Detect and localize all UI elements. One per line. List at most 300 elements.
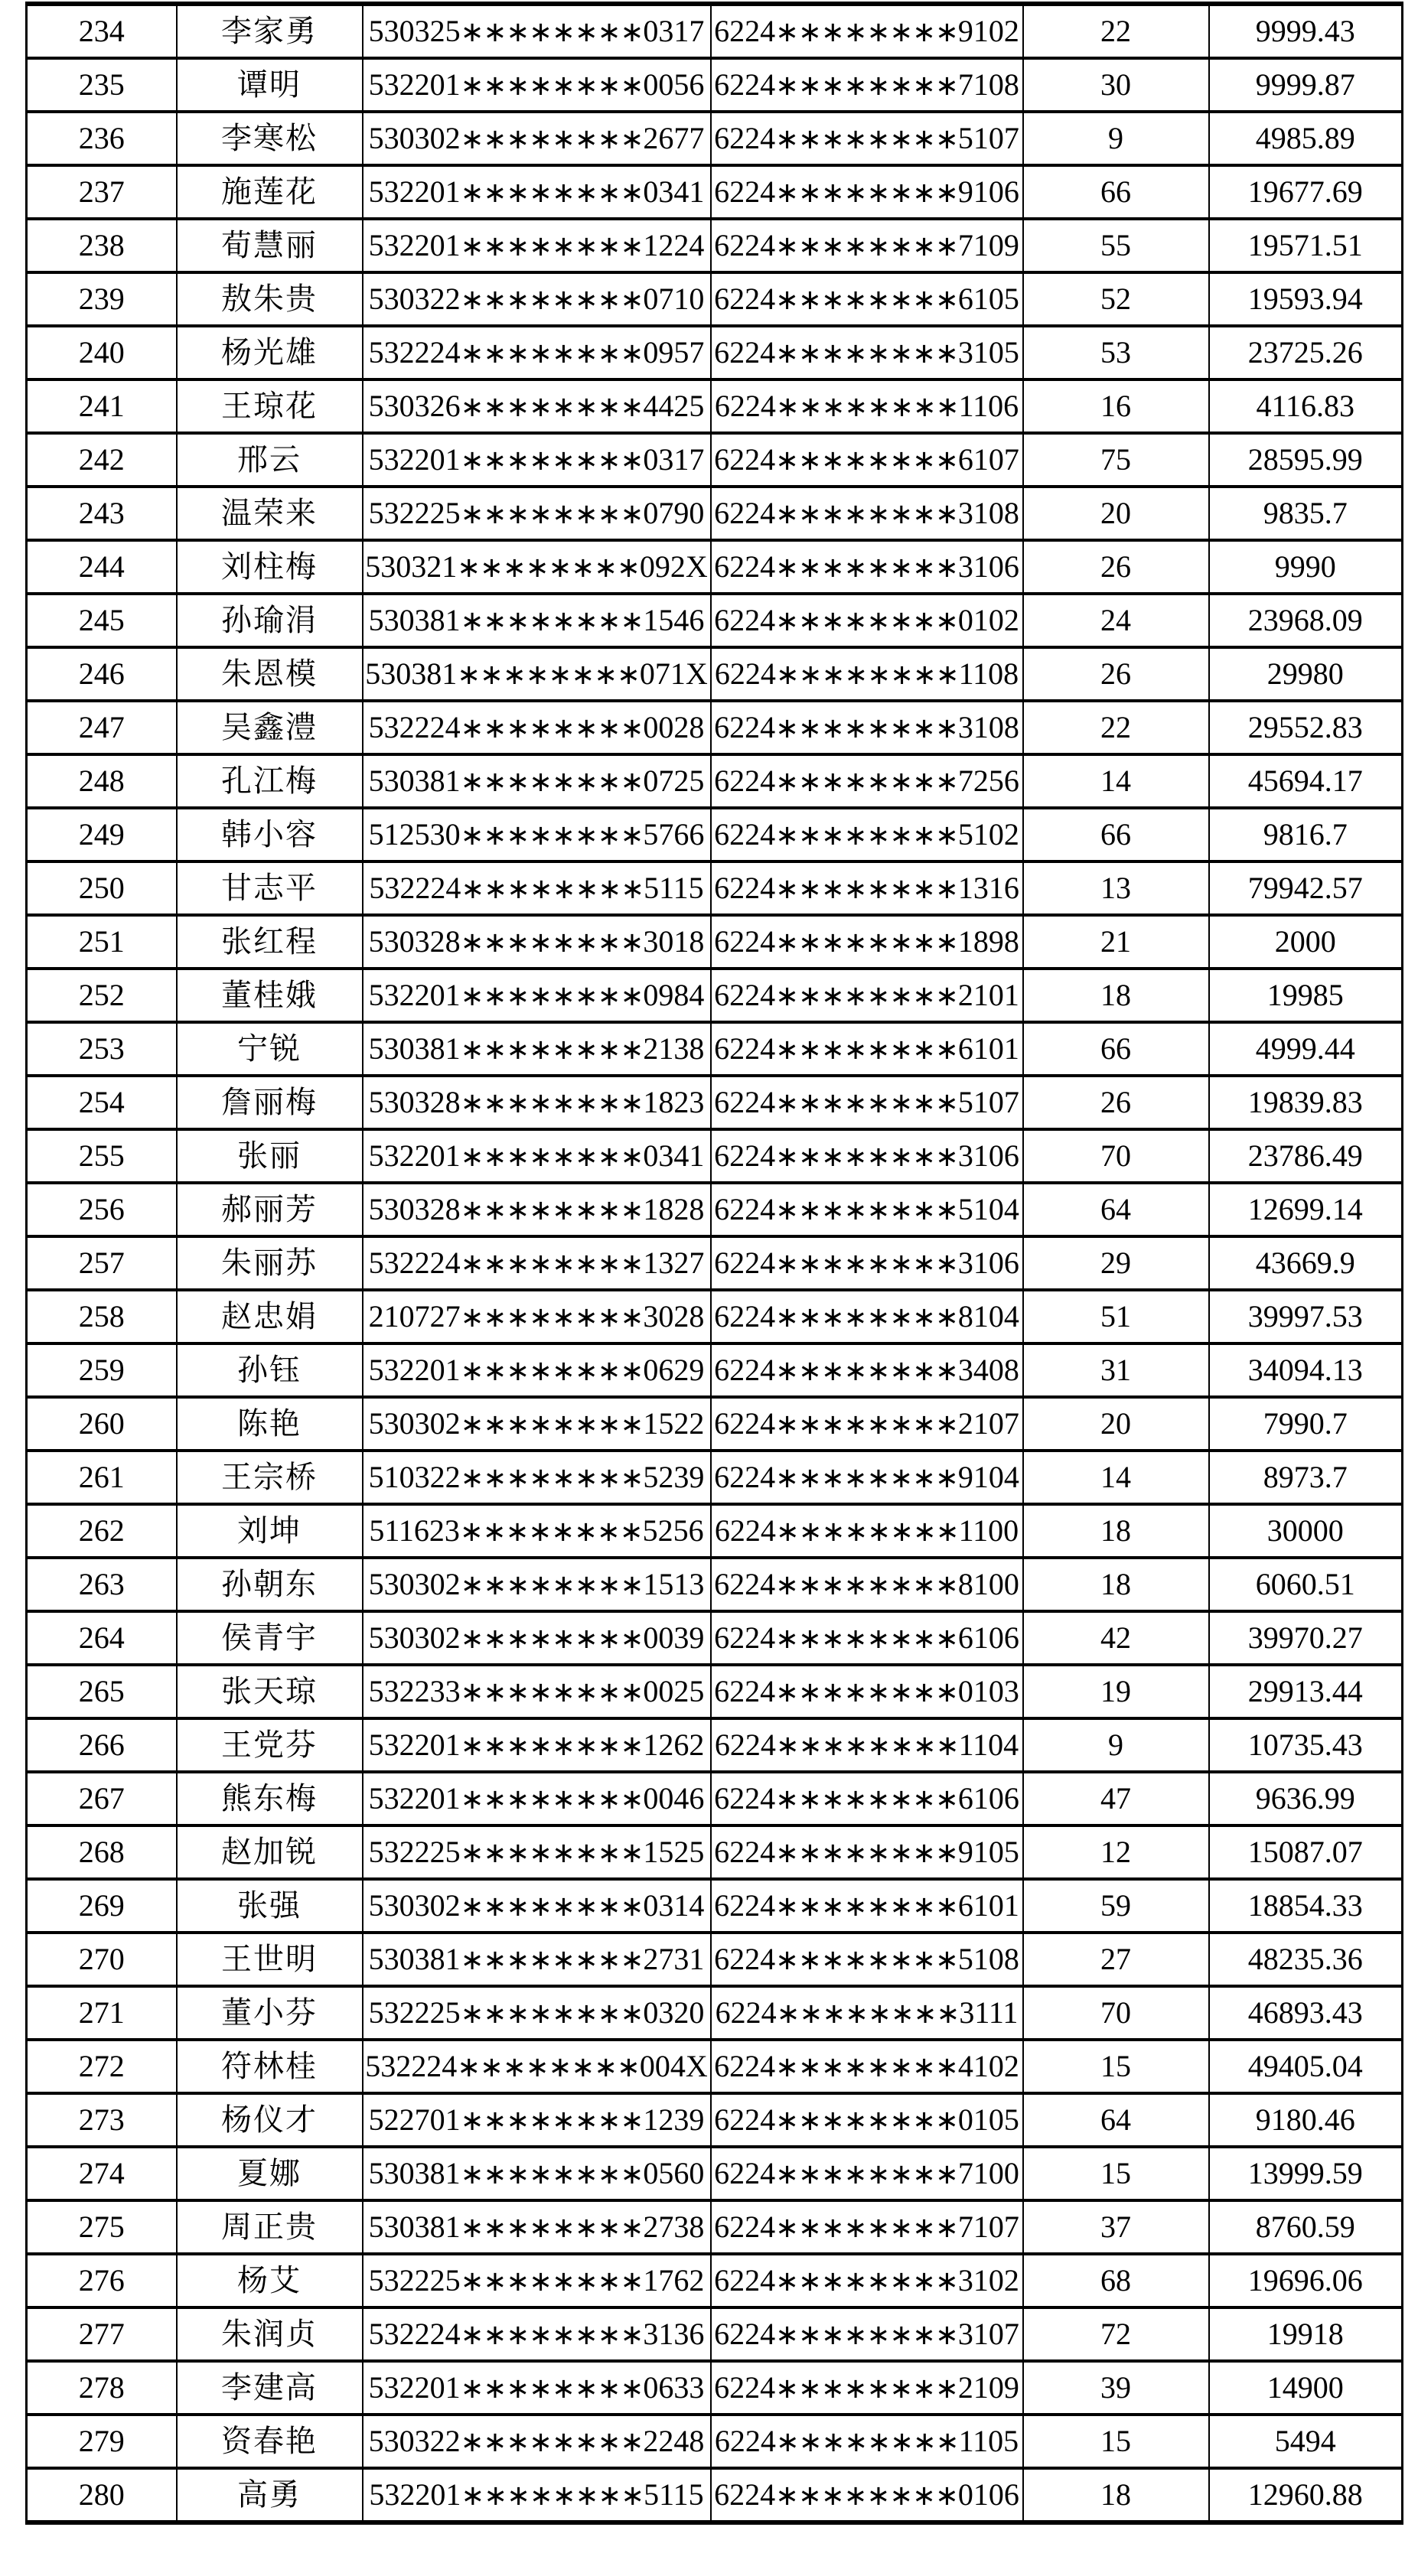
cell-amount: 6060.51 (1209, 1558, 1403, 1611)
cell-card-number-masked: 6224∗∗∗∗∗∗∗∗5102 (711, 808, 1023, 861)
cell-card-number-masked: 6224∗∗∗∗∗∗∗∗0106 (711, 2468, 1023, 2522)
cell-count: 15 (1023, 2040, 1209, 2093)
masked-digits: ∗∗∗∗∗∗∗∗ (460, 444, 644, 477)
masked-digits: ∗∗∗∗∗∗∗∗ (460, 176, 644, 209)
masked-digits: ∗∗∗∗∗∗∗∗ (775, 1515, 959, 1548)
cell-row-number: 253 (27, 1022, 177, 1076)
cell-amount: 48235.36 (1209, 1933, 1403, 1986)
masked-digits: ∗∗∗∗∗∗∗∗ (775, 2479, 958, 2512)
cell-person-name: 张天琼 (177, 1665, 363, 1718)
masked-digits: ∗∗∗∗∗∗∗∗ (460, 283, 644, 316)
cell-count: 18 (1023, 1504, 1209, 1558)
cell-amount: 46893.43 (1209, 1986, 1403, 2040)
cell-id-number-masked: 530328∗∗∗∗∗∗∗∗1828 (363, 1183, 711, 1236)
masked-digits: ∗∗∗∗∗∗∗∗ (460, 819, 644, 852)
masked-digits: ∗∗∗∗∗∗∗∗ (460, 2425, 644, 2458)
cell-card-number-masked: 6224∗∗∗∗∗∗∗∗7256 (711, 754, 1023, 808)
cell-amount: 8973.7 (1209, 1451, 1403, 1504)
masked-digits: ∗∗∗∗∗∗∗∗ (460, 1354, 644, 1387)
cell-id-number-masked: 532225∗∗∗∗∗∗∗∗0790 (363, 487, 711, 540)
cell-amount: 29552.83 (1209, 701, 1403, 754)
cell-id-number-masked: 532201∗∗∗∗∗∗∗∗0633 (363, 2361, 711, 2415)
masked-digits: ∗∗∗∗∗∗∗∗ (775, 1194, 958, 1226)
masked-digits: ∗∗∗∗∗∗∗∗ (460, 1783, 644, 1816)
cell-card-number-masked: 6224∗∗∗∗∗∗∗∗1106 (711, 379, 1023, 433)
cell-person-name: 詹丽梅 (177, 1076, 363, 1129)
cell-id-number-masked: 210727∗∗∗∗∗∗∗∗3028 (363, 1290, 711, 1343)
cell-person-name: 董小芬 (177, 1986, 363, 2040)
masked-digits: ∗∗∗∗∗∗∗∗ (460, 230, 644, 262)
table-row (27, 2415, 1403, 2468)
cell-person-name: 李寒松 (177, 112, 363, 165)
cell-count: 26 (1023, 540, 1209, 594)
cell-amount: 10735.43 (1209, 1718, 1403, 1772)
masked-digits: ∗∗∗∗∗∗∗∗ (776, 1997, 960, 2030)
masked-digits: ∗∗∗∗∗∗∗∗ (775, 176, 958, 209)
cell-card-number-masked: 6224∗∗∗∗∗∗∗∗6101 (711, 1022, 1023, 1076)
cell-person-name: 吴鑫澧 (177, 701, 363, 754)
cell-person-name: 孙钰 (177, 1343, 363, 1397)
cell-card-number-masked: 6224∗∗∗∗∗∗∗∗2101 (711, 969, 1023, 1022)
masked-digits: ∗∗∗∗∗∗∗∗ (460, 497, 644, 530)
cell-person-name: 赵忠娟 (177, 1290, 363, 1343)
cell-row-number: 279 (27, 2415, 177, 2468)
cell-person-name: 谭明 (177, 58, 363, 112)
cell-card-number-masked: 6224∗∗∗∗∗∗∗∗7109 (711, 219, 1023, 272)
cell-id-number-masked: 530321∗∗∗∗∗∗∗∗092X (363, 540, 711, 594)
cell-row-number: 269 (27, 1879, 177, 1933)
cell-id-number-masked: 530302∗∗∗∗∗∗∗∗1513 (363, 1558, 711, 1611)
table-row (27, 58, 1403, 112)
masked-digits: ∗∗∗∗∗∗∗∗ (775, 2372, 958, 2405)
cell-row-number: 256 (27, 1183, 177, 1236)
cell-row-number: 273 (27, 2093, 177, 2147)
masked-digits: ∗∗∗∗∗∗∗∗ (775, 1783, 958, 1816)
cell-person-name: 陈艳 (177, 1397, 363, 1451)
masked-digits: ∗∗∗∗∗∗∗∗ (775, 2211, 958, 2244)
cell-amount: 9816.7 (1209, 808, 1403, 861)
cell-card-number-masked: 6224∗∗∗∗∗∗∗∗0102 (711, 594, 1023, 647)
cell-card-number-masked: 6224∗∗∗∗∗∗∗∗3105 (711, 326, 1023, 379)
cell-row-number: 247 (27, 701, 177, 754)
cell-amount: 9835.7 (1209, 487, 1403, 540)
cell-amount: 8760.59 (1209, 2200, 1403, 2254)
table-row (27, 1665, 1403, 1718)
cell-person-name: 孙瑜涓 (177, 594, 363, 647)
cell-row-number: 267 (27, 1772, 177, 1825)
table-row (27, 969, 1403, 1022)
table-row (27, 1451, 1403, 1504)
cell-amount: 49405.04 (1209, 2040, 1403, 2093)
cell-amount: 19571.51 (1209, 219, 1403, 272)
cell-amount: 2000 (1209, 915, 1403, 969)
cell-card-number-masked: 6224∗∗∗∗∗∗∗∗3108 (711, 701, 1023, 754)
cell-card-number-masked: 6224∗∗∗∗∗∗∗∗7100 (711, 2147, 1023, 2200)
cell-amount: 45694.17 (1209, 754, 1403, 808)
cell-amount: 18854.33 (1209, 1879, 1403, 1933)
masked-digits: ∗∗∗∗∗∗∗∗ (460, 1194, 644, 1226)
cell-count: 21 (1023, 915, 1209, 969)
table-row (27, 1397, 1403, 1451)
masked-digits: ∗∗∗∗∗∗∗∗ (775, 1729, 959, 1762)
masked-digits: ∗∗∗∗∗∗∗∗ (775, 1676, 958, 1708)
cell-row-number: 244 (27, 540, 177, 594)
cell-count: 51 (1023, 1290, 1209, 1343)
cell-person-name: 邢云 (177, 433, 363, 487)
cell-card-number-masked: 6224∗∗∗∗∗∗∗∗3111 (711, 1986, 1023, 2040)
cell-count: 66 (1023, 165, 1209, 219)
table-row (27, 112, 1403, 165)
cell-person-name: 侯青宇 (177, 1611, 363, 1665)
table-row (27, 540, 1403, 594)
cell-amount: 79942.57 (1209, 861, 1403, 915)
masked-digits: ∗∗∗∗∗∗∗∗ (460, 1086, 644, 1119)
masked-digits: ∗∗∗∗∗∗∗∗ (775, 926, 958, 959)
masked-digits: ∗∗∗∗∗∗∗∗ (775, 1622, 958, 1655)
cell-amount: 9999.87 (1209, 58, 1403, 112)
cell-row-number: 280 (27, 2468, 177, 2522)
masked-digits: ∗∗∗∗∗∗∗∗ (775, 2425, 959, 2458)
cell-card-number-masked: 6224∗∗∗∗∗∗∗∗6106 (711, 1611, 1023, 1665)
cell-row-number: 246 (27, 647, 177, 701)
cell-amount: 23968.09 (1209, 594, 1403, 647)
cell-person-name: 董桂娥 (177, 969, 363, 1022)
cell-person-name: 朱丽苏 (177, 1236, 363, 1290)
masked-digits: ∗∗∗∗∗∗∗∗ (775, 1247, 958, 1280)
cell-amount: 4116.83 (1209, 379, 1403, 433)
table-row (27, 647, 1403, 701)
masked-digits: ∗∗∗∗∗∗∗∗ (775, 2104, 958, 2137)
table-row (27, 915, 1403, 969)
cell-person-name: 李建高 (177, 2361, 363, 2415)
cell-amount: 34094.13 (1209, 1343, 1403, 1397)
table-row (27, 2093, 1403, 2147)
masked-digits: ∗∗∗∗∗∗∗∗ (460, 1943, 644, 1976)
cell-amount: 19696.06 (1209, 2254, 1403, 2307)
cell-id-number-masked: 532201∗∗∗∗∗∗∗∗0629 (363, 1343, 711, 1397)
cell-person-name: 周正贵 (177, 2200, 363, 2254)
cell-count: 70 (1023, 1986, 1209, 2040)
cell-id-number-masked: 510322∗∗∗∗∗∗∗∗5239 (363, 1451, 711, 1504)
table-row (27, 272, 1403, 326)
cell-count: 64 (1023, 2093, 1209, 2147)
cell-card-number-masked: 6224∗∗∗∗∗∗∗∗1105 (711, 2415, 1023, 2468)
cell-count: 24 (1023, 594, 1209, 647)
cell-id-number-masked: 530328∗∗∗∗∗∗∗∗3018 (363, 915, 711, 969)
cell-row-number: 272 (27, 2040, 177, 2093)
cell-id-number-masked: 532201∗∗∗∗∗∗∗∗0056 (363, 58, 711, 112)
cell-id-number-masked: 532233∗∗∗∗∗∗∗∗0025 (363, 1665, 711, 1718)
table-row (27, 1933, 1403, 1986)
cell-person-name: 熊东梅 (177, 1772, 363, 1825)
table-row (27, 861, 1403, 915)
cell-person-name: 张红程 (177, 915, 363, 969)
table-row (27, 594, 1403, 647)
cell-count: 12 (1023, 1825, 1209, 1879)
masked-digits: ∗∗∗∗∗∗∗∗ (460, 2104, 644, 2137)
cell-id-number-masked: 532224∗∗∗∗∗∗∗∗5115 (363, 861, 711, 915)
masked-digits: ∗∗∗∗∗∗∗∗ (460, 1622, 644, 1655)
table-row (27, 1504, 1403, 1558)
masked-digits: ∗∗∗∗∗∗∗∗ (775, 604, 958, 637)
cell-amount: 12699.14 (1209, 1183, 1403, 1236)
cell-row-number: 241 (27, 379, 177, 433)
cell-row-number: 240 (27, 326, 177, 379)
cell-card-number-masked: 6224∗∗∗∗∗∗∗∗1898 (711, 915, 1023, 969)
masked-digits: ∗∗∗∗∗∗∗∗ (775, 283, 958, 316)
table-row (27, 165, 1403, 219)
cell-card-number-masked: 6224∗∗∗∗∗∗∗∗1100 (711, 1504, 1023, 1558)
cell-row-number: 251 (27, 915, 177, 969)
cell-person-name: 甘志平 (177, 861, 363, 915)
masked-digits: ∗∗∗∗∗∗∗∗ (775, 819, 958, 852)
cell-row-number: 263 (27, 1558, 177, 1611)
cell-person-name: 施莲花 (177, 165, 363, 219)
cell-id-number-masked: 530302∗∗∗∗∗∗∗∗1522 (363, 1397, 711, 1451)
cell-row-number: 245 (27, 594, 177, 647)
cell-card-number-masked: 6224∗∗∗∗∗∗∗∗2109 (711, 2361, 1023, 2415)
cell-person-name: 韩小容 (177, 808, 363, 861)
masked-digits: ∗∗∗∗∗∗∗∗ (457, 551, 640, 584)
cell-id-number-masked: 532225∗∗∗∗∗∗∗∗1525 (363, 1825, 711, 1879)
cell-count: 39 (1023, 2361, 1209, 2415)
cell-row-number: 236 (27, 112, 177, 165)
masked-digits: ∗∗∗∗∗∗∗∗ (460, 122, 644, 155)
cell-person-name: 朱润贞 (177, 2307, 363, 2361)
cell-count: 13 (1023, 861, 1209, 915)
cell-amount: 19839.83 (1209, 1076, 1403, 1129)
masked-digits: ∗∗∗∗∗∗∗∗ (460, 1997, 644, 2030)
table-row (27, 1076, 1403, 1129)
cell-row-number: 275 (27, 2200, 177, 2254)
cell-amount: 29980 (1209, 647, 1403, 701)
cell-row-number: 252 (27, 969, 177, 1022)
cell-count: 29 (1023, 1236, 1209, 1290)
cell-card-number-masked: 6224∗∗∗∗∗∗∗∗1316 (711, 861, 1023, 915)
masked-digits: ∗∗∗∗∗∗∗∗ (457, 658, 640, 691)
cell-person-name: 敖朱贵 (177, 272, 363, 326)
cell-person-name: 高勇 (177, 2468, 363, 2522)
masked-digits: ∗∗∗∗∗∗∗∗ (775, 69, 958, 102)
cell-card-number-masked: 6224∗∗∗∗∗∗∗∗8104 (711, 1290, 1023, 1343)
cell-amount: 9999.43 (1209, 4, 1403, 58)
cell-row-number: 250 (27, 861, 177, 915)
masked-digits: ∗∗∗∗∗∗∗∗ (460, 765, 644, 798)
cell-person-name: 温荣来 (177, 487, 363, 540)
cell-row-number: 266 (27, 1718, 177, 1772)
cell-card-number-masked: 6224∗∗∗∗∗∗∗∗6106 (711, 1772, 1023, 1825)
masked-digits: ∗∗∗∗∗∗∗∗ (775, 1461, 958, 1494)
cell-person-name: 符林桂 (177, 2040, 363, 2093)
cell-amount: 9990 (1209, 540, 1403, 594)
cell-person-name: 资春艳 (177, 2415, 363, 2468)
table-row (27, 1558, 1403, 1611)
table-row (27, 2040, 1403, 2093)
cell-amount: 15087.07 (1209, 1825, 1403, 1879)
masked-digits: ∗∗∗∗∗∗∗∗ (775, 2158, 958, 2190)
cell-id-number-masked: 511623∗∗∗∗∗∗∗∗5256 (363, 1504, 711, 1558)
masked-digits: ∗∗∗∗∗∗∗∗ (775, 1836, 958, 1869)
cell-row-number: 265 (27, 1665, 177, 1718)
cell-row-number: 239 (27, 272, 177, 326)
cell-person-name: 杨艾 (177, 2254, 363, 2307)
cell-amount: 19677.69 (1209, 165, 1403, 219)
cell-count: 20 (1023, 487, 1209, 540)
cell-amount: 13999.59 (1209, 2147, 1403, 2200)
cell-count: 55 (1023, 219, 1209, 272)
cell-row-number: 274 (27, 2147, 177, 2200)
cell-row-number: 238 (27, 219, 177, 272)
cell-id-number-masked: 512530∗∗∗∗∗∗∗∗5766 (363, 808, 711, 861)
cell-person-name: 郝丽芳 (177, 1183, 363, 1236)
cell-row-number: 270 (27, 1933, 177, 1986)
table-row (27, 2200, 1403, 2254)
cell-count: 37 (1023, 2200, 1209, 2254)
cell-card-number-masked: 6224∗∗∗∗∗∗∗∗1108 (711, 647, 1023, 701)
masked-digits: ∗∗∗∗∗∗∗∗ (460, 2265, 644, 2298)
table-row (27, 1183, 1403, 1236)
cell-card-number-masked: 6224∗∗∗∗∗∗∗∗3107 (711, 2307, 1023, 2361)
cell-count: 64 (1023, 1183, 1209, 1236)
cell-id-number-masked: 530381∗∗∗∗∗∗∗∗1546 (363, 594, 711, 647)
cell-person-name: 刘坤 (177, 1504, 363, 1558)
cell-person-name: 杨光雄 (177, 326, 363, 379)
masked-digits: ∗∗∗∗∗∗∗∗ (460, 1568, 644, 1601)
cell-id-number-masked: 532201∗∗∗∗∗∗∗∗1262 (363, 1718, 711, 1772)
cell-count: 22 (1023, 701, 1209, 754)
cell-id-number-masked: 530328∗∗∗∗∗∗∗∗1823 (363, 1076, 711, 1129)
masked-digits: ∗∗∗∗∗∗∗∗ (459, 1515, 643, 1548)
cell-person-name: 张丽 (177, 1129, 363, 1183)
cell-count: 18 (1023, 969, 1209, 1022)
cell-row-number: 259 (27, 1343, 177, 1397)
table-row (27, 701, 1403, 754)
cell-amount: 39997.53 (1209, 1290, 1403, 1343)
cell-card-number-masked: 6224∗∗∗∗∗∗∗∗3106 (711, 1236, 1023, 1290)
cell-count: 19 (1023, 1665, 1209, 1718)
masked-digits: ∗∗∗∗∗∗∗∗ (460, 2318, 644, 2351)
table-body (27, 4, 1403, 2522)
cell-count: 70 (1023, 1129, 1209, 1183)
cell-id-number-masked: 532201∗∗∗∗∗∗∗∗0341 (363, 165, 711, 219)
cell-id-number-masked: 532201∗∗∗∗∗∗∗∗1224 (363, 219, 711, 272)
cell-card-number-masked: 6224∗∗∗∗∗∗∗∗3106 (711, 540, 1023, 594)
cell-amount: 4999.44 (1209, 1022, 1403, 1076)
masked-digits: ∗∗∗∗∗∗∗∗ (775, 1354, 958, 1387)
masked-digits: ∗∗∗∗∗∗∗∗ (460, 69, 644, 102)
table-row (27, 754, 1403, 808)
cell-person-name: 王宗桥 (177, 1451, 363, 1504)
table-row (27, 1236, 1403, 1290)
cell-id-number-masked: 530302∗∗∗∗∗∗∗∗0039 (363, 1611, 711, 1665)
cell-amount: 9636.99 (1209, 1772, 1403, 1825)
masked-digits: ∗∗∗∗∗∗∗∗ (460, 1676, 644, 1708)
cell-id-number-masked: 532224∗∗∗∗∗∗∗∗3136 (363, 2307, 711, 2361)
cell-person-name: 杨仪才 (177, 2093, 363, 2147)
table-row (27, 379, 1403, 433)
masked-digits: ∗∗∗∗∗∗∗∗ (460, 1140, 644, 1173)
cell-count: 68 (1023, 2254, 1209, 2307)
cell-card-number-masked: 6224∗∗∗∗∗∗∗∗8100 (711, 1558, 1023, 1611)
cell-amount: 14900 (1209, 2361, 1403, 2415)
cell-card-number-masked: 6224∗∗∗∗∗∗∗∗3102 (711, 2254, 1023, 2307)
masked-digits: ∗∗∗∗∗∗∗∗ (460, 1301, 644, 1334)
masked-digits: ∗∗∗∗∗∗∗∗ (775, 2318, 958, 2351)
cell-id-number-masked: 530325∗∗∗∗∗∗∗∗0317 (363, 4, 711, 58)
table-row (27, 1611, 1403, 1665)
table-row (27, 1772, 1403, 1825)
cell-count: 47 (1023, 1772, 1209, 1825)
masked-digits: ∗∗∗∗∗∗∗∗ (775, 230, 958, 262)
table-row (27, 1986, 1403, 2040)
table-row (27, 2147, 1403, 2200)
cell-card-number-masked: 6224∗∗∗∗∗∗∗∗3408 (711, 1343, 1023, 1397)
table-row (27, 2307, 1403, 2361)
cell-count: 42 (1023, 1611, 1209, 1665)
table-row (27, 2254, 1403, 2307)
cell-row-number: 255 (27, 1129, 177, 1183)
masked-digits: ∗∗∗∗∗∗∗∗ (460, 1461, 644, 1494)
cell-card-number-masked: 6224∗∗∗∗∗∗∗∗6101 (711, 1879, 1023, 1933)
table-row (27, 1718, 1403, 1772)
masked-digits: ∗∗∗∗∗∗∗∗ (460, 15, 644, 48)
cell-id-number-masked: 530322∗∗∗∗∗∗∗∗0710 (363, 272, 711, 326)
cell-amount: 4985.89 (1209, 112, 1403, 165)
masked-digits: ∗∗∗∗∗∗∗∗ (461, 872, 644, 905)
cell-amount: 30000 (1209, 1504, 1403, 1558)
cell-amount: 19985 (1209, 969, 1403, 1022)
table-row (27, 2361, 1403, 2415)
masked-digits: ∗∗∗∗∗∗∗∗ (460, 604, 644, 637)
cell-amount: 23786.49 (1209, 1129, 1403, 1183)
cell-row-number: 278 (27, 2361, 177, 2415)
cell-id-number-masked: 530381∗∗∗∗∗∗∗∗0560 (363, 2147, 711, 2200)
cell-count: 75 (1023, 433, 1209, 487)
masked-digits: ∗∗∗∗∗∗∗∗ (775, 1086, 958, 1119)
cell-id-number-masked: 532225∗∗∗∗∗∗∗∗0320 (363, 1986, 711, 2040)
cell-card-number-masked: 6224∗∗∗∗∗∗∗∗7107 (711, 2200, 1023, 2254)
cell-person-name: 张强 (177, 1879, 363, 1933)
cell-row-number: 277 (27, 2307, 177, 2361)
cell-row-number: 257 (27, 1236, 177, 1290)
cell-count: 16 (1023, 379, 1209, 433)
table-row (27, 2468, 1403, 2522)
cell-card-number-masked: 6224∗∗∗∗∗∗∗∗3106 (711, 1129, 1023, 1183)
cell-card-number-masked: 6224∗∗∗∗∗∗∗∗5108 (711, 1933, 1023, 1986)
masked-digits: ∗∗∗∗∗∗∗∗ (775, 1140, 958, 1173)
cell-id-number-masked: 532224∗∗∗∗∗∗∗∗0028 (363, 701, 711, 754)
cell-count: 14 (1023, 1451, 1209, 1504)
cell-id-number-masked: 530381∗∗∗∗∗∗∗∗2138 (363, 1022, 711, 1076)
table-row (27, 433, 1403, 487)
cell-row-number: 258 (27, 1290, 177, 1343)
cell-count: 26 (1023, 1076, 1209, 1129)
table-row (27, 4, 1403, 58)
masked-digits: ∗∗∗∗∗∗∗∗ (460, 712, 644, 744)
cell-person-name: 赵加锐 (177, 1825, 363, 1879)
cell-amount: 19918 (1209, 2307, 1403, 2361)
cell-count: 15 (1023, 2147, 1209, 2200)
cell-person-name: 孙朝东 (177, 1558, 363, 1611)
masked-digits: ∗∗∗∗∗∗∗∗ (775, 444, 958, 477)
cell-row-number: 237 (27, 165, 177, 219)
table-row (27, 1343, 1403, 1397)
cell-id-number-masked: 532201∗∗∗∗∗∗∗∗0984 (363, 969, 711, 1022)
cell-count: 18 (1023, 1558, 1209, 1611)
cell-id-number-masked: 532201∗∗∗∗∗∗∗∗0046 (363, 1772, 711, 1825)
cell-amount: 12960.88 (1209, 2468, 1403, 2522)
cell-id-number-masked: 532225∗∗∗∗∗∗∗∗1762 (363, 2254, 711, 2307)
